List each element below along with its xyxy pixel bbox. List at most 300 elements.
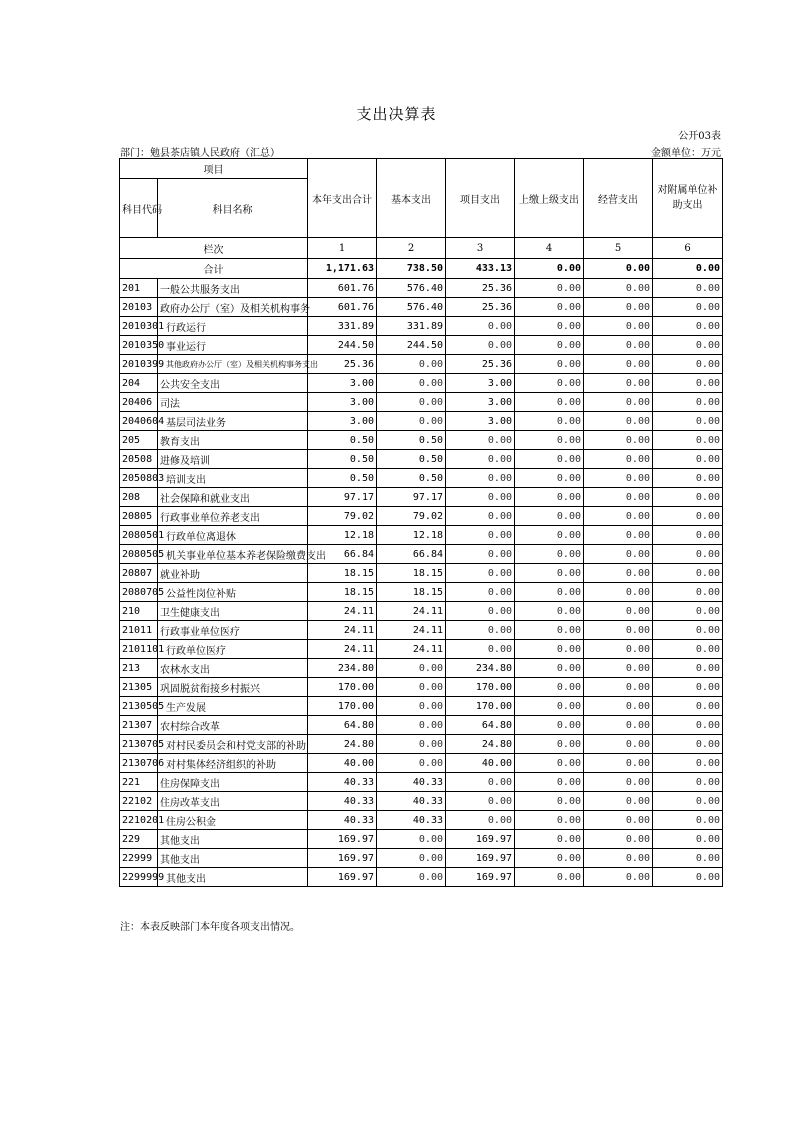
- table-row: [120, 868, 723, 887]
- amount-cell: 24.11: [308, 621, 377, 640]
- subject-code: 2210201: [120, 811, 158, 830]
- amount-cell: 24.11: [377, 621, 446, 640]
- amount-cell: 0.00: [584, 868, 653, 887]
- amount-cell: 0.00: [653, 279, 723, 298]
- amount-cell: 0.00: [515, 849, 584, 868]
- amount-cell: 0.00: [653, 830, 723, 849]
- amount-cell: 0.00: [515, 621, 584, 640]
- amount-cell: 0.00: [584, 469, 653, 488]
- amount-cell: 97.17: [377, 488, 446, 507]
- amount-cell: 0.00: [515, 678, 584, 697]
- amount-cell: 0.00: [377, 697, 446, 716]
- amount-cell: 0.00: [653, 393, 723, 412]
- amount-cell: 25.36: [308, 355, 377, 374]
- amount-cell: 0.00: [584, 621, 653, 640]
- table-row: [120, 640, 723, 659]
- amount-cell: 0.00: [446, 564, 515, 583]
- amount-cell: 40.33: [377, 773, 446, 792]
- amount-cell: 0.00: [584, 412, 653, 431]
- amount-cell: 18.15: [308, 583, 377, 602]
- amount-cell: 40.33: [377, 792, 446, 811]
- amount-cell: 40.33: [308, 792, 377, 811]
- amount-cell: 234.80: [308, 659, 377, 678]
- amount-cell: 0.00: [446, 450, 515, 469]
- subject-name: 行政单位离退休: [158, 526, 308, 545]
- table-row: [120, 355, 723, 374]
- amount-cell: 3.00: [446, 374, 515, 393]
- amount-cell: 24.11: [377, 640, 446, 659]
- amount-cell: 0.00: [653, 355, 723, 374]
- subject-code: 20807: [120, 564, 158, 583]
- total-value: 0.00: [515, 259, 584, 279]
- amount-cell: 0.00: [584, 678, 653, 697]
- amount-cell: 0.00: [653, 336, 723, 355]
- index-cell: 3: [446, 238, 515, 259]
- subject-name: 其他支出: [158, 849, 308, 868]
- subject-name: 农村综合改革: [158, 716, 308, 735]
- amount-cell: 331.89: [308, 317, 377, 336]
- subject-code: 20406: [120, 393, 158, 412]
- amount-cell: 0.00: [515, 868, 584, 887]
- amount-cell: 40.33: [308, 811, 377, 830]
- amount-cell: 0.00: [515, 545, 584, 564]
- footnote: 注：本表反映部门本年度各项支出情况。: [120, 922, 300, 933]
- table-row: [120, 545, 723, 564]
- amount-cell: 0.00: [515, 659, 584, 678]
- index-cell: 2: [377, 238, 446, 259]
- amount-cell: 18.15: [377, 564, 446, 583]
- table-row: [120, 279, 723, 298]
- amount-cell: 79.02: [377, 507, 446, 526]
- amount-cell: 0.00: [377, 678, 446, 697]
- table-row: [120, 564, 723, 583]
- amount-cell: 0.00: [515, 602, 584, 621]
- subject-code: 20805: [120, 507, 158, 526]
- amount-cell: 0.00: [515, 374, 584, 393]
- subject-code: 20103: [120, 298, 158, 317]
- amount-cell: 0.00: [584, 298, 653, 317]
- amount-cell: 0.00: [377, 716, 446, 735]
- amount-cell: 0.00: [584, 393, 653, 412]
- subject-name: 卫生健康支出: [158, 602, 308, 621]
- subject-name: 其他支出: [158, 830, 308, 849]
- table-row: [120, 393, 723, 412]
- amount-cell: 169.97: [446, 830, 515, 849]
- subject-name: 公益性岗位补贴: [158, 583, 308, 602]
- amount-cell: 0.00: [653, 640, 723, 659]
- index-cell: 6: [653, 238, 723, 259]
- table-row: [120, 678, 723, 697]
- amount-cell: 0.00: [653, 412, 723, 431]
- table-row: [120, 811, 723, 830]
- amount-cell: 0.00: [653, 868, 723, 887]
- amount-cell: 64.80: [446, 716, 515, 735]
- table-row: [120, 697, 723, 716]
- amount-cell: 40.00: [308, 754, 377, 773]
- subject-name: 住房保障支出: [158, 773, 308, 792]
- amount-cell: 0.00: [515, 412, 584, 431]
- subject-name: 进修及培训: [158, 450, 308, 469]
- amount-cell: 0.00: [653, 773, 723, 792]
- table-row: [120, 830, 723, 849]
- subject-name: 行政单位医疗: [158, 640, 308, 659]
- amount-cell: 0.00: [653, 507, 723, 526]
- subject-name: 机关事业单位基本养老保险缴费支出: [158, 545, 308, 564]
- amount-cell: 601.76: [308, 298, 377, 317]
- amount-cell: 244.50: [377, 336, 446, 355]
- amount-cell: 0.00: [515, 431, 584, 450]
- subject-name: 生产发展: [158, 697, 308, 716]
- subject-name: 巩固脱贫衔接乡村振兴: [158, 678, 308, 697]
- subject-code: 208: [120, 488, 158, 507]
- amount-cell: 0.00: [653, 659, 723, 678]
- amount-cell: 0.00: [515, 792, 584, 811]
- amount-cell: 3.00: [446, 393, 515, 412]
- table-row: [120, 621, 723, 640]
- table-row: [120, 716, 723, 735]
- subject-code: 2010399: [120, 355, 158, 374]
- amount-cell: 0.00: [653, 374, 723, 393]
- amount-cell: 244.50: [308, 336, 377, 355]
- amount-cell: 0.00: [515, 754, 584, 773]
- amount-cell: 0.00: [515, 564, 584, 583]
- amount-cell: 0.00: [515, 507, 584, 526]
- amount-cell: 0.00: [446, 602, 515, 621]
- amount-cell: 0.00: [446, 431, 515, 450]
- table-row: [120, 317, 723, 336]
- subject-code: 21307: [120, 716, 158, 735]
- subject-code: 2010301: [120, 317, 158, 336]
- amount-cell: 0.00: [584, 431, 653, 450]
- amount-cell: 24.11: [308, 640, 377, 659]
- amount-cell: 0.00: [446, 811, 515, 830]
- subject-code: 2101101: [120, 640, 158, 659]
- amount-cell: 0.00: [446, 488, 515, 507]
- amount-cell: 0.00: [446, 469, 515, 488]
- amount-cell: 40.33: [377, 811, 446, 830]
- subject-name: 住房公积金: [158, 811, 308, 830]
- amount-cell: 0.00: [584, 640, 653, 659]
- amount-cell: 576.40: [377, 298, 446, 317]
- subject-code: 2010350: [120, 336, 158, 355]
- amount-cell: 0.00: [515, 488, 584, 507]
- total-value: 1,171.63: [308, 259, 377, 279]
- amount-cell: 234.80: [446, 659, 515, 678]
- amount-cell: 0.00: [584, 735, 653, 754]
- amount-cell: 0.00: [584, 754, 653, 773]
- total-row: [120, 259, 723, 279]
- amount-cell: 169.97: [446, 849, 515, 868]
- amount-cell: 0.00: [584, 545, 653, 564]
- subject-code: 205: [120, 431, 158, 450]
- header-name: 科目名称: [158, 179, 308, 238]
- amount-cell: 0.00: [377, 735, 446, 754]
- amount-cell: 64.80: [308, 716, 377, 735]
- amount-cell: 12.18: [308, 526, 377, 545]
- subject-name: 住房改革支出: [158, 792, 308, 811]
- index-cell: 4: [515, 238, 584, 259]
- amount-cell: 0.00: [584, 526, 653, 545]
- subject-code: 229: [120, 830, 158, 849]
- amount-cell: 0.50: [308, 469, 377, 488]
- subject-code: 204: [120, 374, 158, 393]
- amount-cell: 0.00: [584, 697, 653, 716]
- header-col2: 基本支出: [377, 159, 446, 238]
- amount-cell: 0.00: [515, 355, 584, 374]
- subject-name: 培训支出: [158, 469, 308, 488]
- amount-cell: 25.36: [446, 355, 515, 374]
- subject-name: 公共安全支出: [158, 374, 308, 393]
- amount-cell: 0.00: [515, 697, 584, 716]
- table-row: [120, 431, 723, 450]
- subject-name: 司法: [158, 393, 308, 412]
- table-row: [120, 735, 723, 754]
- amount-cell: 0.00: [653, 792, 723, 811]
- amount-cell: 170.00: [308, 678, 377, 697]
- subject-name: 农林水支出: [158, 659, 308, 678]
- amount-cell: 0.00: [584, 317, 653, 336]
- amount-cell: 0.00: [446, 583, 515, 602]
- amount-cell: 0.00: [377, 412, 446, 431]
- subject-name: 行政运行: [158, 317, 308, 336]
- subject-code: 2130705: [120, 735, 158, 754]
- amount-cell: 0.00: [446, 545, 515, 564]
- amount-cell: 0.00: [653, 697, 723, 716]
- subject-code: 2040604: [120, 412, 158, 431]
- amount-cell: 0.50: [377, 431, 446, 450]
- amount-cell: 0.00: [584, 279, 653, 298]
- amount-cell: 0.00: [584, 374, 653, 393]
- amount-cell: 24.11: [377, 602, 446, 621]
- header-col6: 对附属单位补助支出: [653, 159, 723, 238]
- table-row: [120, 298, 723, 317]
- amount-cell: 0.00: [653, 450, 723, 469]
- amount-cell: 0.00: [653, 298, 723, 317]
- amount-cell: 0.00: [515, 469, 584, 488]
- amount-cell: 0.00: [653, 583, 723, 602]
- amount-cell: 25.36: [446, 279, 515, 298]
- table-row: [120, 659, 723, 678]
- amount-cell: 0.00: [653, 317, 723, 336]
- amount-cell: 0.00: [515, 773, 584, 792]
- amount-cell: 0.00: [653, 678, 723, 697]
- amount-cell: 0.00: [515, 450, 584, 469]
- amount-cell: 0.00: [584, 849, 653, 868]
- subject-name: 其他支出: [158, 868, 308, 887]
- amount-cell: 0.00: [515, 830, 584, 849]
- header-col4: 上缴上级支出: [515, 159, 584, 238]
- amount-cell: 331.89: [377, 317, 446, 336]
- amount-cell: 3.00: [308, 374, 377, 393]
- index-label: 栏次: [120, 238, 308, 259]
- table-row: [120, 374, 723, 393]
- amount-cell: 0.00: [584, 792, 653, 811]
- amount-cell: 40.33: [308, 773, 377, 792]
- amount-cell: 66.84: [377, 545, 446, 564]
- table-row: [120, 773, 723, 792]
- amount-cell: 0.50: [308, 450, 377, 469]
- subject-code: 2080705: [120, 583, 158, 602]
- amount-cell: 0.00: [515, 526, 584, 545]
- amount-cell: 0.00: [515, 716, 584, 735]
- amount-cell: 170.00: [446, 697, 515, 716]
- amount-cell: 0.00: [446, 336, 515, 355]
- subject-name: 教育支出: [158, 431, 308, 450]
- amount-cell: 169.97: [308, 849, 377, 868]
- subject-code: 22102: [120, 792, 158, 811]
- subject-name: 基层司法业务: [158, 412, 308, 431]
- table-row: [120, 602, 723, 621]
- amount-cell: 0.00: [446, 526, 515, 545]
- page-title: 支出决算表: [356, 105, 437, 123]
- table-row: [120, 450, 723, 469]
- amount-cell: 0.00: [653, 754, 723, 773]
- amount-cell: 0.00: [446, 773, 515, 792]
- amount-cell: 97.17: [308, 488, 377, 507]
- amount-cell: 0.00: [653, 545, 723, 564]
- amount-cell: 0.00: [515, 279, 584, 298]
- amount-cell: 0.00: [515, 583, 584, 602]
- header-code: 科目代码: [120, 179, 158, 238]
- subject-name: 一般公共服务支出: [158, 279, 308, 298]
- subject-code: 2299999: [120, 868, 158, 887]
- amount-cell: 0.00: [584, 583, 653, 602]
- amount-cell: 0.00: [446, 640, 515, 659]
- amount-cell: 576.40: [377, 279, 446, 298]
- total-label: 合计: [120, 259, 308, 279]
- amount-cell: 0.00: [584, 602, 653, 621]
- subject-code: 22999: [120, 849, 158, 868]
- table-row: [120, 583, 723, 602]
- amount-cell: 0.00: [515, 298, 584, 317]
- amount-cell: 0.00: [377, 355, 446, 374]
- amount-cell: 0.00: [653, 602, 723, 621]
- amount-cell: 0.00: [377, 868, 446, 887]
- amount-cell: 66.84: [308, 545, 377, 564]
- amount-cell: 3.00: [308, 393, 377, 412]
- index-cell: 5: [584, 238, 653, 259]
- amount-cell: 0.00: [515, 393, 584, 412]
- amount-cell: 0.00: [377, 374, 446, 393]
- table-row: [120, 526, 723, 545]
- table-row: [120, 488, 723, 507]
- subject-code: 2050803: [120, 469, 158, 488]
- amount-cell: 169.97: [308, 830, 377, 849]
- subject-code: 221: [120, 773, 158, 792]
- amount-cell: 18.15: [377, 583, 446, 602]
- table-row: [120, 469, 723, 488]
- amount-cell: 40.00: [446, 754, 515, 773]
- subject-name: 就业补助: [158, 564, 308, 583]
- subject-code: 21011: [120, 621, 158, 640]
- subject-code: 2080505: [120, 545, 158, 564]
- amount-cell: 0.00: [515, 317, 584, 336]
- amount-cell: 0.00: [584, 336, 653, 355]
- amount-cell: 0.00: [653, 621, 723, 640]
- amount-cell: 0.00: [584, 659, 653, 678]
- amount-cell: 18.15: [308, 564, 377, 583]
- amount-cell: 0.00: [515, 336, 584, 355]
- table-row: [120, 849, 723, 868]
- amount-cell: 169.97: [308, 868, 377, 887]
- amount-cell: 0.00: [446, 792, 515, 811]
- amount-cell: 0.00: [377, 393, 446, 412]
- subject-name: 行政事业单位养老支出: [158, 507, 308, 526]
- subject-name: 其他政府办公厅（室）及相关机构事务支出: [158, 355, 308, 374]
- amount-cell: 0.50: [377, 469, 446, 488]
- amount-cell: 601.76: [308, 279, 377, 298]
- amount-cell: 12.18: [377, 526, 446, 545]
- amount-cell: 0.00: [584, 830, 653, 849]
- amount-cell: 0.00: [446, 507, 515, 526]
- table-row: [120, 336, 723, 355]
- header-project: 项目: [120, 159, 308, 179]
- amount-cell: 0.00: [584, 716, 653, 735]
- subject-code: 20508: [120, 450, 158, 469]
- amount-cell: 0.00: [584, 450, 653, 469]
- amount-cell: 79.02: [308, 507, 377, 526]
- header-col1: 本年支出合计: [308, 159, 377, 238]
- table-row: [120, 507, 723, 526]
- amount-cell: 0.00: [584, 564, 653, 583]
- amount-cell: 0.00: [515, 811, 584, 830]
- amount-cell: 0.00: [653, 564, 723, 583]
- subject-name: 政府办公厅（室）及相关机构事务: [158, 298, 308, 317]
- expenditure-table: [119, 158, 723, 887]
- amount-cell: 169.97: [446, 868, 515, 887]
- amount-cell: 0.00: [584, 507, 653, 526]
- amount-cell: 0.00: [653, 488, 723, 507]
- amount-cell: 170.00: [308, 697, 377, 716]
- amount-cell: 0.00: [653, 526, 723, 545]
- amount-cell: 170.00: [446, 678, 515, 697]
- subject-code: 2130505: [120, 697, 158, 716]
- amount-cell: 0.00: [446, 317, 515, 336]
- subject-code: 2130706: [120, 754, 158, 773]
- amount-cell: 24.11: [308, 602, 377, 621]
- total-value: 0.00: [653, 259, 723, 279]
- amount-cell: 0.50: [308, 431, 377, 450]
- amount-cell: 0.00: [377, 659, 446, 678]
- table-row: [120, 754, 723, 773]
- subject-name: 对村集体经济组织的补助: [158, 754, 308, 773]
- amount-cell: 0.00: [653, 735, 723, 754]
- table-row: [120, 792, 723, 811]
- amount-cell: 0.00: [377, 754, 446, 773]
- header-col3: 项目支出: [446, 159, 515, 238]
- amount-cell: 3.00: [308, 412, 377, 431]
- subject-name: 对村民委员会和村党支部的补助: [158, 735, 308, 754]
- total-value: 433.13: [446, 259, 515, 279]
- amount-cell: 0.00: [377, 849, 446, 868]
- amount-cell: 0.00: [653, 431, 723, 450]
- total-value: 738.50: [377, 259, 446, 279]
- subject-code: 210: [120, 602, 158, 621]
- department-label: 部门：勉县茶店镇人民政府（汇总）: [120, 148, 280, 159]
- amount-cell: 0.00: [446, 621, 515, 640]
- subject-name: 社会保障和就业支出: [158, 488, 308, 507]
- amount-cell: 0.00: [653, 849, 723, 868]
- amount-cell: 0.00: [584, 773, 653, 792]
- amount-cell: 0.00: [584, 355, 653, 374]
- unit-label: 金额单位：万元: [651, 148, 721, 159]
- amount-cell: 0.00: [653, 469, 723, 488]
- amount-cell: 0.00: [515, 735, 584, 754]
- header-col5: 经营支出: [584, 159, 653, 238]
- amount-cell: 24.80: [308, 735, 377, 754]
- amount-cell: 24.80: [446, 735, 515, 754]
- subject-code: 21305: [120, 678, 158, 697]
